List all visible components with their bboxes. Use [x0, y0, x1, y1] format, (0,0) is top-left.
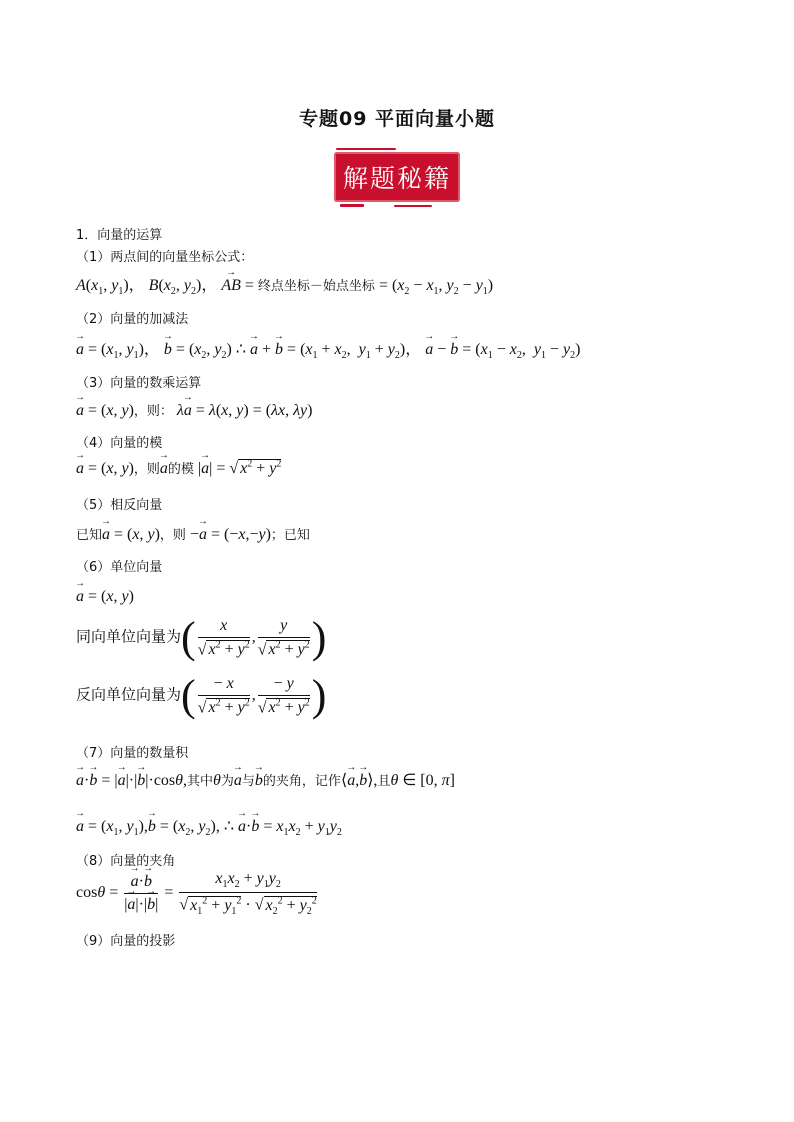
- dot-text5: 且: [377, 774, 391, 789]
- dot-text4: 的夹角，记作: [262, 774, 341, 789]
- formula-opposite: 已知→ a = (x, y)，则 −→ a = (−x,−y)；已知: [76, 524, 310, 544]
- formula-two-point-text: 终点坐标－始点坐标: [257, 279, 375, 294]
- formula-scalar: → a = (x, y)，则： λ→ a = λ(x, y) = (λx, λy): [76, 400, 312, 420]
- formula-unit-same-direction: 同向单位向量为( $\frac{x}{√ x^2 + y^2}$ , $\frac{y}{√ x^2 + y^2}$ ): [76, 613, 327, 662]
- formula-opposite-text3: ；已知: [270, 528, 310, 543]
- stamp-decoration: [340, 204, 364, 207]
- formula-two-point: $A(x_1$, $y_1$)， $B(x_2$, $y_2$)， → AB = 终点坐标－始点坐标 = ($x_2 - x_1$, $y_2 - y_1$): [76, 272, 493, 297]
- section-heading-1: 1．向量的运算: [76, 228, 163, 243]
- formula-dot-coordinates: → $a = (x_1$, $y_1),\to b = (x_2$, $y_2$), ∴ → $a\cdot\to b = x_1x_2 + y_1y_2$: [76, 816, 342, 838]
- formula-add-sub: → $a = (x_1$, $y_1$)， → $b = (x_2$, $y_2$) ∴ → a + → $b = (x_1 + x_2$, $y_1 + y_2$)， → a − → $b = (x_1 - x_2$, $y_1 - y_2$): [76, 336, 580, 361]
- stamp-badge: 解题秘籍: [334, 152, 460, 202]
- dot-text2: 为: [220, 774, 234, 789]
- unit-same-label: 同向单位向量为: [76, 627, 182, 646]
- dot-text3: 与: [241, 774, 255, 789]
- subsection-1-8: （8）向量的夹角: [76, 854, 176, 869]
- formula-modulus: → a = (x, y)，则→ a的模 |→ a| = √ $x^2 + y^2$: [76, 458, 281, 478]
- subsection-1-5: （5）相反向量: [76, 498, 163, 513]
- dot-text1: 其中: [187, 774, 214, 789]
- subsection-1-9: （9）向量的投影: [76, 934, 176, 949]
- formula-scalar-text: ，则：: [133, 404, 173, 419]
- stamp-decoration: [394, 205, 432, 207]
- subsection-1-6: （6）单位向量: [76, 560, 163, 575]
- formula-modulus-text2: 的模: [167, 462, 194, 477]
- formula-dot-product: → a·→ b = |→ a|·|→ b|·cosθ,其中θ为→ a与→ b的夹角，记作⟨→ a,→ b⟩,且θ ∈ [0, π]: [76, 770, 455, 790]
- unit-opposite-label: 反向单位向量为: [76, 685, 182, 704]
- subsection-1-3: （3）向量的数乘运算: [76, 376, 202, 391]
- formula-modulus-text1: ，则: [133, 462, 160, 477]
- subsection-1-2: （2）向量的加减法: [76, 312, 189, 327]
- subsection-1-7: （7）向量的数量积: [76, 746, 189, 761]
- formula-opposite-text2: ，则: [159, 528, 186, 543]
- stamp-decoration: [336, 148, 396, 150]
- subsection-1-4: （4）向量的模: [76, 436, 163, 451]
- formula-unit-vector: → a = (x, y): [76, 588, 134, 606]
- subsection-1-1: （1）两点间的向量坐标公式：: [76, 250, 254, 265]
- page-title: 专题09 平面向量小题: [298, 108, 496, 130]
- formula-angle: cosθ = → $\frac{a\cdot\to b}{|\to a|\cdot|\to b|}$ = $\frac{x_1x_2 + y_1y_2}{√ x_1^2 + y_1^2 \cdot √ x_2^2 + y_2^2}$: [76, 870, 319, 917]
- formula-opposite-text1: 已知: [76, 528, 103, 543]
- formula-unit-opposite-direction: 反向单位向量为( $\frac{- x}{√ x^2 + y^2}$ , $\frac{- y}{√ x^2 + y^2}$ ): [76, 671, 327, 720]
